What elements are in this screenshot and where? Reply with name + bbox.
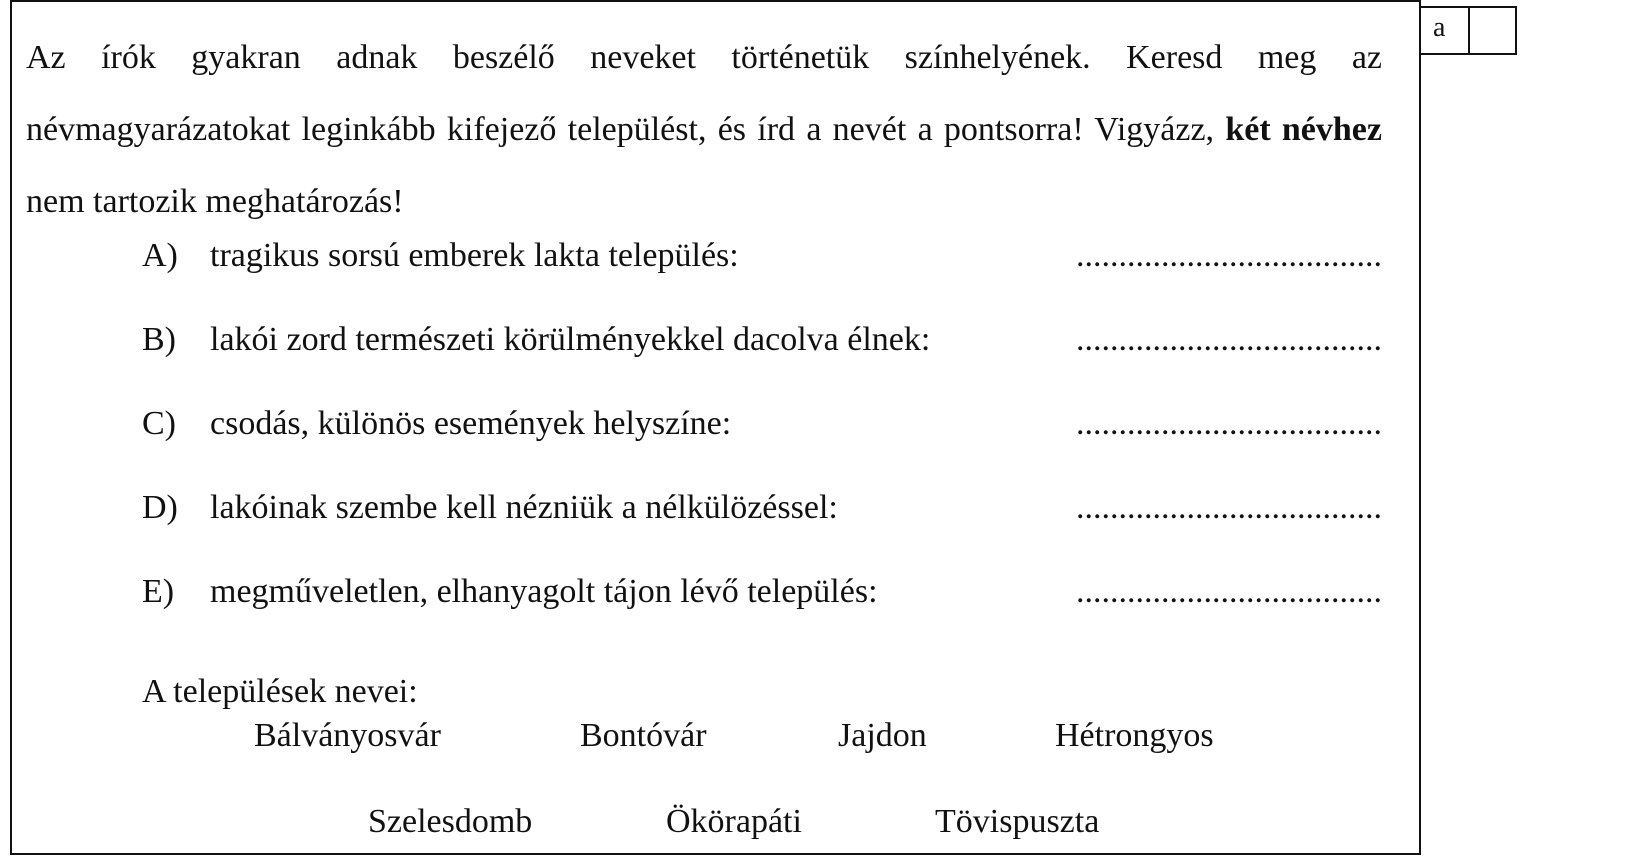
settlement-name: Bálványosvár (254, 717, 441, 754)
item-letter: D) (142, 489, 178, 526)
settlement-name: Szelesdomb (368, 803, 533, 840)
item-description: lakói zord természeti körülményekkel dacolva élnek: (210, 321, 931, 358)
settlement-name: Jajdon (838, 717, 927, 754)
item-letter: A) (142, 237, 178, 274)
score-box (1421, 6, 1517, 55)
item-letter: E) (142, 573, 175, 610)
instructions-text-end: nem tartozik meghatározás! (26, 183, 404, 220)
item-description: tragikus sorsú emberek lakta település: (210, 237, 739, 274)
settlement-name: Tövispuszta (935, 803, 1100, 840)
instructions-bold: két névhez (1225, 111, 1382, 148)
answer-blank[interactable]: .................................... (1076, 237, 1382, 274)
settlement-name: Ökörapáti (666, 803, 802, 840)
item-d (142, 486, 1382, 530)
item-e (142, 570, 1382, 614)
item-b (142, 318, 1382, 362)
answer-blank[interactable]: .................................... (1076, 405, 1382, 442)
item-a (142, 234, 1382, 278)
answer-blank[interactable]: .................................... (1076, 489, 1382, 526)
answer-blank[interactable]: .................................... (1076, 321, 1382, 358)
answer-blank[interactable]: .................................... (1076, 573, 1382, 610)
score-label: a (1421, 8, 1470, 53)
item-c (142, 402, 1382, 446)
instructions-text: Az írók gyakran adnak beszélő neveket történetük színhelyének. Keresd meg az névmagyarázatokat leginkább kifejező települést, és írd a nevét a pontsorra! Vigyázz, (26, 39, 1382, 148)
item-description: csodás, különös események helyszíne: (210, 405, 732, 442)
settlement-name: Hétrongyos (1055, 717, 1214, 754)
item-description: lakóinak szembe kell nézniük a nélkülözéssel: (210, 489, 838, 526)
settlement-name: Bontóvár (580, 717, 707, 754)
names-title: A települések nevei: (142, 673, 418, 710)
item-letter: B) (142, 321, 176, 358)
item-description: megműveletlen, elhanyagolt tájon lévő település: (210, 573, 878, 610)
instructions (26, 22, 1382, 238)
score-field[interactable] (1470, 8, 1515, 53)
item-letter: C) (142, 405, 176, 442)
